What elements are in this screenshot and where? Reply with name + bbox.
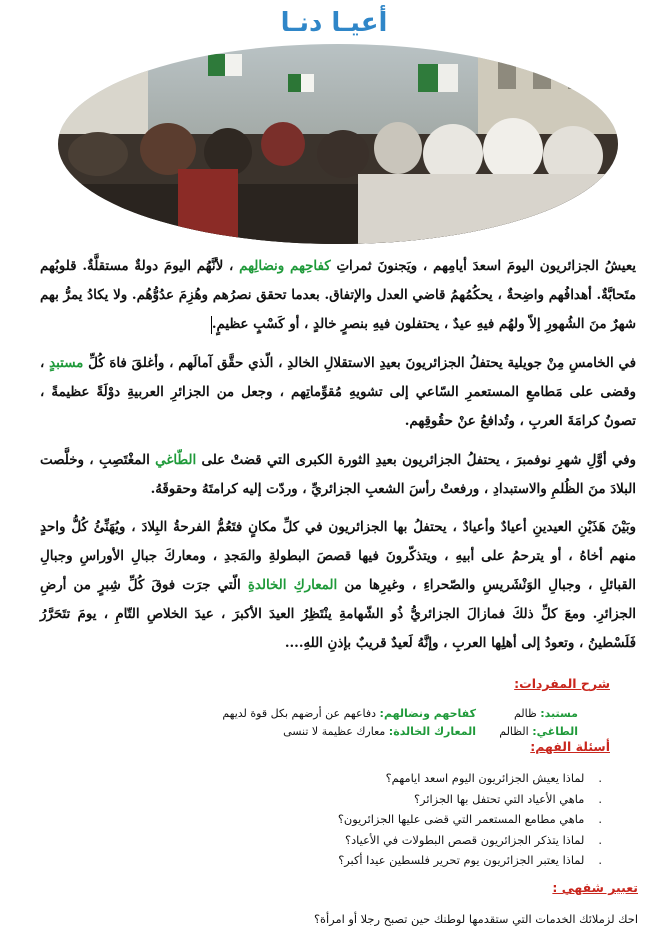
question-text: لماذا يعيش الجزائريون اليوم اسعد ايامهم؟	[385, 771, 585, 785]
paragraph-4	[40, 513, 636, 658]
bullet: .	[598, 771, 602, 785]
paragraph-1	[40, 252, 636, 339]
question-item	[338, 853, 602, 867]
vocab-term: الطاغي:	[532, 725, 578, 738]
bullet: .	[598, 833, 602, 847]
vocab-item	[499, 725, 578, 738]
paragraph-1-text-b: ، لأنَّهُم اليومَ دولةٌ مستقلَّةٌ. قلوبُهم متَحابَّةٌ. أهدافُهم واضِحةٌ ، يحكُمُهمُ قاضي العدل والإتفاق. بعدما تحقق نصرُهم وهُزِمَ عدُوُّهُم. ولا يكادُ يمرُّ بهم شهرٌ منَ الشُهورِ إلاّ ولهُم فيهِ عيدٌ ، يحتفلون فيهِ بنصرٍ خالدٍ ، أو كَسْبٍ عظيمٍ.	[40, 258, 636, 332]
question-item	[345, 833, 602, 847]
vocab-definition: معارك عظيمة لا تنسى	[283, 725, 389, 738]
page-title: أعيـا دنـا	[280, 8, 388, 38]
paragraph-2-highlight: مستبدٍ	[49, 355, 84, 371]
paragraph-3-text-b: المغْتَصِبِ ، وخلَّصت البلادَ منَ الظُلمِ والاستبدادِ ، ورفعتْ رأسَ الشعبِ الجزائريِّ ، وردّت إليه كرامتَهُ وحقوقَهُ.	[40, 452, 636, 497]
paragraph-1-highlight: كفاحِهم ونضالِهم	[239, 258, 331, 274]
paragraph-4-text-b: الّتي جرَت فوقَ كُلِّ شِبرٍ من أرضِ الجزائرِ. ومعَ كلِّ ذلكَ فمازالَ الجزائريُّ ذُو الشّهامةِ ينْتَظِرُ العيدَ الأكبرَ ، عيدَ الخلاصِ التّامِ ، يومَ تتَحَرَّرُ فَلَسْطينُ ، وتعودُ إلى أهلِها العربِ ، وإنَّهُ لَعيدٌ قريبٌ بإذنِ اللهِ....	[40, 577, 636, 651]
paragraph-2-text-a: في الخامسِ مِنْ جويلية يحتفلُ الجزائريونَ بعيدِ الاستقلالِ الخالدِ ، الّذي حقَّق آمالَهم ، وأغلقَ فاهَ كُلِّ	[83, 355, 636, 371]
vocab-definition: دفاعهم عن أرضهم بكل قوة لديهم	[222, 707, 380, 720]
question-text: لماذا يعتبر الجزائريون يوم تحرير فلسطين عيدا أكبر؟	[338, 853, 585, 867]
paragraph-4-highlight: المعاركِ الخالدةِ	[247, 577, 338, 593]
vocab-term: مستبد:	[540, 707, 578, 720]
question-item	[414, 792, 602, 806]
vocab-term: كفاحهم ونضالهم:	[379, 707, 476, 720]
paragraph-1-text-a: يعيشُ الجزائريون اليومَ اسعدَ أيامِهم ، ويَجنونَ ثمراتِ	[330, 258, 637, 274]
question-text: ماهي الأعياد التي تحتفل بها الجزائر؟	[414, 792, 585, 806]
paragraph-3-text-a: وفي أوَّلِ شهرِ نوفمبرَ ، يحتفلُ الجزائريون بعيدِ الثورة الكبرى التي قضتْ على	[196, 452, 636, 468]
vocab-item	[514, 707, 578, 720]
vocab-term: المعارك الخالدة:	[388, 725, 476, 738]
oral-question: احك لزملائك الخدمات التي ستقدمها لوطنك حين تصبح رجلا أو امرأة؟	[314, 912, 638, 926]
bullet: .	[598, 853, 602, 867]
vocab-heading: شرح المفردات:	[514, 676, 610, 691]
paragraph-3-highlight: الطّاغي	[155, 452, 197, 468]
vocab-item	[283, 725, 476, 738]
vocab-definition: الظالم	[499, 725, 533, 738]
question-text: لماذا يتذكر الجزائريون قصص البطولات في الأعياد؟	[345, 833, 585, 847]
crowd-celebration-photo	[58, 44, 618, 244]
bullet: .	[598, 792, 602, 806]
oral-heading: تعبير شفهي :	[552, 880, 638, 895]
vocab-definition: ظالم	[513, 707, 541, 720]
question-text: ماهي مطامع المستعمر التي قضى عليها الجزائريون؟	[337, 812, 585, 826]
question-item	[338, 812, 602, 826]
questions-heading: أسئلة الفهم:	[530, 739, 610, 754]
vocab-item	[222, 707, 476, 720]
question-item	[386, 771, 602, 785]
paragraph-2-text-b: ، وقضى على مَطامعِ المستعمرِ السّاعي إلى تشويهِ مُقوِّماتِهم ، وجعل من الجزائرِ العربيةِ دوْلَةً عظيمةً ، تصونُ كرامَةَ العربِ ، وتُدافعُ عنْ حقُوقِهم.	[40, 355, 636, 429]
paragraph-2	[40, 349, 636, 436]
paragraph-3	[40, 446, 636, 504]
paragraph-4-text-a: وبَيْنَ هَذَيْنِ العيدينِ أعيادٌ وأعيادٌ ، يحتفلُ بها الجزائريون في كلِّ مكانٍ فتَعُمُّ الفرحةُ البِلادَ ، ويُهَنِّئُ كُلُّ واحدٍ منهم أخاهُ ، أو يترحمُ على أبيهِ ، ويتذكّرونَ فيها قصصَ البطولةِ والمَجدِ ، ومعاركَ جبالِ الأوراسِ وجبالِ القبائلِ ، وجبالِ الوَنْشَريسِ والصّحراءِ ، وغيرِها من	[40, 519, 636, 593]
bullet: .	[598, 812, 602, 826]
